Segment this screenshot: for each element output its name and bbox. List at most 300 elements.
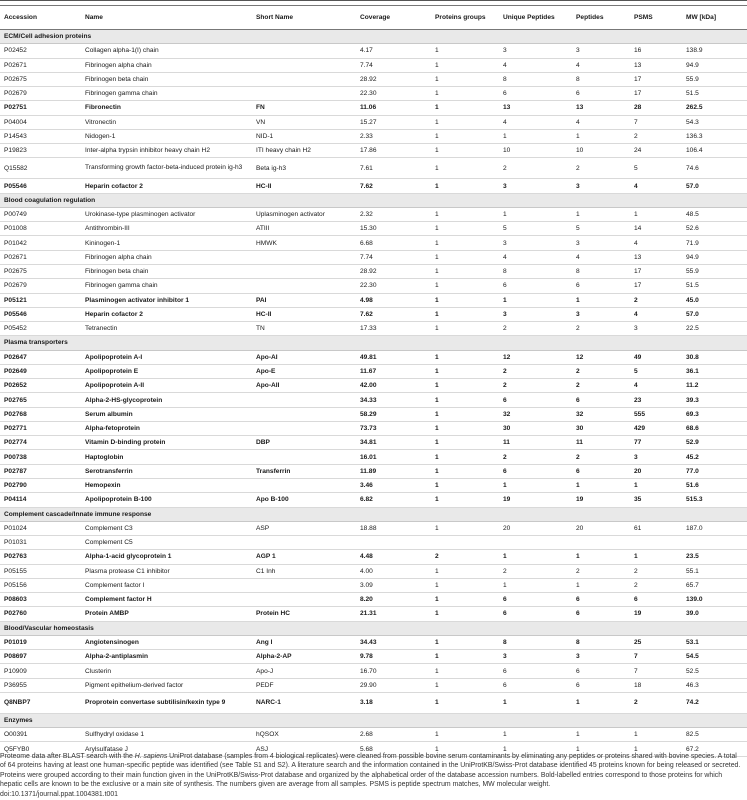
cell-peptides: 6 bbox=[572, 279, 630, 293]
cell-unique-peptides: 1 bbox=[499, 578, 572, 592]
cell-name: Plasminogen activator inhibitor 1 bbox=[81, 293, 252, 307]
cell-name: Clusterin bbox=[81, 664, 252, 678]
table-row bbox=[0, 393, 747, 407]
cell-peptides: 8 bbox=[572, 635, 630, 649]
table-row bbox=[0, 72, 747, 86]
cell-short-name: Transferrin bbox=[252, 464, 356, 478]
cell-accession: P02675 bbox=[0, 264, 81, 278]
top-rule bbox=[0, 0, 747, 1]
cell-name: Urokinase-type plasminogen activator bbox=[81, 207, 252, 221]
cell-coverage: 34.81 bbox=[356, 436, 431, 450]
cell-mw: 51.5 bbox=[682, 87, 747, 101]
table-row bbox=[0, 493, 747, 507]
cell-name: Fibrinogen gamma chain bbox=[81, 279, 252, 293]
cell-name: Protein AMBP bbox=[81, 607, 252, 621]
cell-protein-groups: 1 bbox=[431, 421, 499, 435]
col-header-name: Name bbox=[81, 6, 252, 30]
table-row bbox=[0, 678, 747, 692]
cell-accession: P00738 bbox=[0, 450, 81, 464]
table-row bbox=[0, 564, 747, 578]
cell-name: Collagen alpha-1(I) chain bbox=[81, 44, 252, 58]
cell-peptides: 4 bbox=[572, 250, 630, 264]
table-row bbox=[0, 593, 747, 607]
cell-name: Alpha-2-antiplasmin bbox=[81, 650, 252, 664]
cell-peptides: 12 bbox=[572, 350, 630, 364]
cell-mw: 22.5 bbox=[682, 322, 747, 336]
cell-protein-groups: 1 bbox=[431, 742, 499, 756]
cell-peptides: 8 bbox=[572, 72, 630, 86]
table-row bbox=[0, 207, 747, 221]
cell-accession: P02671 bbox=[0, 250, 81, 264]
footnote-species: H. sapiens bbox=[134, 753, 168, 760]
cell-mw: 52.9 bbox=[682, 436, 747, 450]
cell-name: Tetranectin bbox=[81, 322, 252, 336]
cell-peptides: 19 bbox=[572, 493, 630, 507]
cell-peptides: 1 bbox=[572, 742, 630, 756]
table-row bbox=[0, 144, 747, 158]
cell-protein-groups bbox=[431, 536, 499, 550]
cell-accession: P02679 bbox=[0, 279, 81, 293]
cell-accession: P02647 bbox=[0, 350, 81, 364]
cell-unique-peptides: 4 bbox=[499, 115, 572, 129]
cell-coverage: 11.89 bbox=[356, 464, 431, 478]
cell-short-name: HMWK bbox=[252, 236, 356, 250]
cell-short-name bbox=[252, 593, 356, 607]
cell-coverage: 16.01 bbox=[356, 450, 431, 464]
cell-short-name bbox=[252, 407, 356, 421]
cell-accession: P05121 bbox=[0, 293, 81, 307]
cell-peptides: 4 bbox=[572, 58, 630, 72]
cell-mw: 54.3 bbox=[682, 115, 747, 129]
cell-accession: P01042 bbox=[0, 236, 81, 250]
cell-coverage: 7.62 bbox=[356, 307, 431, 321]
cell-name: Proprotein convertase subtilisin/kexin type 9 bbox=[81, 692, 252, 713]
cell-coverage: 7.61 bbox=[356, 158, 431, 179]
cell-psms: 25 bbox=[630, 635, 682, 649]
cell-name: Angiotensinogen bbox=[81, 635, 252, 649]
cell-psms: 2 bbox=[630, 129, 682, 143]
cell-peptides: 6 bbox=[572, 678, 630, 692]
cell-unique-peptides bbox=[499, 536, 572, 550]
cell-unique-peptides: 1 bbox=[499, 728, 572, 742]
cell-psms: 3 bbox=[630, 322, 682, 336]
cell-psms: 1 bbox=[630, 207, 682, 221]
cell-protein-groups: 1 bbox=[431, 664, 499, 678]
cell-coverage: 28.92 bbox=[356, 72, 431, 86]
cell-mw: 55.9 bbox=[682, 264, 747, 278]
cell-accession: P01008 bbox=[0, 222, 81, 236]
cell-mw: 51.5 bbox=[682, 279, 747, 293]
cell-coverage: 6.68 bbox=[356, 236, 431, 250]
cell-peptides: 30 bbox=[572, 421, 630, 435]
section-title: Plasma transporters bbox=[0, 336, 747, 350]
cell-short-name: Apo-AII bbox=[252, 379, 356, 393]
cell-coverage: 3.09 bbox=[356, 578, 431, 592]
table-row bbox=[0, 350, 747, 364]
table-row bbox=[0, 158, 747, 179]
cell-protein-groups: 1 bbox=[431, 607, 499, 621]
cell-protein-groups: 1 bbox=[431, 87, 499, 101]
cell-accession: P02760 bbox=[0, 607, 81, 621]
cell-name: Heparin cofactor 2 bbox=[81, 179, 252, 193]
cell-psms: 7 bbox=[630, 650, 682, 664]
cell-name: Complement C3 bbox=[81, 521, 252, 535]
cell-psms: 2 bbox=[630, 564, 682, 578]
cell-peptides: 1 bbox=[572, 207, 630, 221]
table-row bbox=[0, 364, 747, 378]
cell-accession: O00391 bbox=[0, 728, 81, 742]
cell-peptides: 32 bbox=[572, 407, 630, 421]
cell-mw: 48.5 bbox=[682, 207, 747, 221]
cell-peptides: 20 bbox=[572, 521, 630, 535]
cell-mw: 45.2 bbox=[682, 450, 747, 464]
cell-unique-peptides: 2 bbox=[499, 158, 572, 179]
cell-short-name: Ang I bbox=[252, 635, 356, 649]
cell-peptides: 6 bbox=[572, 607, 630, 621]
header-row bbox=[0, 6, 747, 30]
footnote-doi: doi:10.1371/journal.ppat.1004381.t001 bbox=[0, 790, 119, 798]
cell-peptides: 3 bbox=[572, 650, 630, 664]
cell-unique-peptides: 1 bbox=[499, 478, 572, 492]
cell-mw: 187.0 bbox=[682, 521, 747, 535]
cell-mw: 39.3 bbox=[682, 393, 747, 407]
cell-protein-groups: 1 bbox=[431, 115, 499, 129]
cell-peptides: 13 bbox=[572, 101, 630, 115]
cell-unique-peptides: 30 bbox=[499, 421, 572, 435]
footnote-text-start: Proteome data after BLAST search with the bbox=[0, 753, 135, 760]
table-row bbox=[0, 379, 747, 393]
cell-peptides: 6 bbox=[572, 593, 630, 607]
cell-mw: 52.6 bbox=[682, 222, 747, 236]
cell-coverage: 29.90 bbox=[356, 678, 431, 692]
cell-protein-groups: 1 bbox=[431, 307, 499, 321]
cell-short-name bbox=[252, 264, 356, 278]
cell-name: Plasma protease C1 inhibitor bbox=[81, 564, 252, 578]
cell-psms: 1 bbox=[630, 742, 682, 756]
cell-protein-groups: 1 bbox=[431, 158, 499, 179]
table-row bbox=[0, 179, 747, 193]
cell-short-name: Apo-J bbox=[252, 664, 356, 678]
table-row bbox=[0, 550, 747, 564]
cell-short-name: Apo B-100 bbox=[252, 493, 356, 507]
cell-coverage: 8.20 bbox=[356, 593, 431, 607]
cell-protein-groups: 1 bbox=[431, 728, 499, 742]
cell-short-name bbox=[252, 536, 356, 550]
cell-mw: 39.0 bbox=[682, 607, 747, 621]
cell-unique-peptides: 11 bbox=[499, 436, 572, 450]
cell-accession: P05546 bbox=[0, 179, 81, 193]
cell-peptides: 11 bbox=[572, 436, 630, 450]
cell-mw bbox=[682, 536, 747, 550]
cell-protein-groups: 1 bbox=[431, 678, 499, 692]
cell-mw: 57.0 bbox=[682, 179, 747, 193]
cell-peptides: 1 bbox=[572, 129, 630, 143]
cell-short-name: HC-II bbox=[252, 179, 356, 193]
cell-unique-peptides: 3 bbox=[499, 236, 572, 250]
section-header-row bbox=[0, 621, 747, 635]
cell-peptides: 2 bbox=[572, 450, 630, 464]
cell-psms: 28 bbox=[630, 101, 682, 115]
cell-mw: 65.7 bbox=[682, 578, 747, 592]
section-header-row bbox=[0, 336, 747, 350]
cell-psms: 555 bbox=[630, 407, 682, 421]
cell-coverage: 11.67 bbox=[356, 364, 431, 378]
cell-unique-peptides: 6 bbox=[499, 607, 572, 621]
cell-protein-groups: 1 bbox=[431, 436, 499, 450]
cell-name: Vitamin D-binding protein bbox=[81, 436, 252, 450]
cell-accession: Q8NBP7 bbox=[0, 692, 81, 713]
cell-peptides: 6 bbox=[572, 87, 630, 101]
cell-psms: 1 bbox=[630, 550, 682, 564]
cell-psms: 19 bbox=[630, 607, 682, 621]
cell-name: Apolipoprotein E bbox=[81, 364, 252, 378]
cell-psms: 5 bbox=[630, 158, 682, 179]
cell-unique-peptides: 1 bbox=[499, 129, 572, 143]
cell-peptides: 2 bbox=[572, 364, 630, 378]
cell-peptides: 2 bbox=[572, 158, 630, 179]
cell-name: Haptoglobin bbox=[81, 450, 252, 464]
cell-name: Fibronectin bbox=[81, 101, 252, 115]
cell-short-name: C1 Inh bbox=[252, 564, 356, 578]
cell-short-name bbox=[252, 72, 356, 86]
cell-coverage bbox=[356, 536, 431, 550]
col-header-accession: Accession bbox=[0, 6, 81, 30]
cell-psms: 429 bbox=[630, 421, 682, 435]
cell-name: Apolipoprotein A-I bbox=[81, 350, 252, 364]
cell-psms: 6 bbox=[630, 593, 682, 607]
cell-coverage: 7.74 bbox=[356, 58, 431, 72]
cell-short-name: ASP bbox=[252, 521, 356, 535]
cell-protein-groups: 2 bbox=[431, 550, 499, 564]
cell-short-name: Beta ig-h3 bbox=[252, 158, 356, 179]
cell-name: Inter-alpha trypsin inhibitor heavy chain H2 bbox=[81, 144, 252, 158]
cell-name: Sulfhydryl oxidase 1 bbox=[81, 728, 252, 742]
cell-psms: 13 bbox=[630, 250, 682, 264]
cell-mw: 262.5 bbox=[682, 101, 747, 115]
cell-coverage: 7.62 bbox=[356, 179, 431, 193]
cell-psms: 23 bbox=[630, 393, 682, 407]
cell-accession: P19823 bbox=[0, 144, 81, 158]
cell-accession: P36955 bbox=[0, 678, 81, 692]
cell-mw: 77.0 bbox=[682, 464, 747, 478]
cell-psms: 3 bbox=[630, 450, 682, 464]
cell-coverage: 73.73 bbox=[356, 421, 431, 435]
cell-accession: P02679 bbox=[0, 87, 81, 101]
cell-short-name: ITI heavy chain H2 bbox=[252, 144, 356, 158]
cell-peptides: 3 bbox=[572, 44, 630, 58]
cell-accession: P02790 bbox=[0, 478, 81, 492]
cell-name: Transforming growth factor-beta-induced protein ig-h3 bbox=[81, 158, 252, 179]
cell-mw: 51.6 bbox=[682, 478, 747, 492]
cell-protein-groups: 1 bbox=[431, 279, 499, 293]
cell-accession: P02675 bbox=[0, 72, 81, 86]
cell-protein-groups: 1 bbox=[431, 222, 499, 236]
cell-accession: P04114 bbox=[0, 493, 81, 507]
col-header-coverage: Coverage bbox=[356, 6, 431, 30]
cell-peptides: 2 bbox=[572, 322, 630, 336]
cell-unique-peptides: 13 bbox=[499, 101, 572, 115]
table-row bbox=[0, 44, 747, 58]
cell-unique-peptides: 1 bbox=[499, 207, 572, 221]
table-row bbox=[0, 536, 747, 550]
cell-coverage: 2.32 bbox=[356, 207, 431, 221]
cell-peptides: 5 bbox=[572, 222, 630, 236]
cell-name: Hemopexin bbox=[81, 478, 252, 492]
cell-short-name bbox=[252, 279, 356, 293]
cell-short-name bbox=[252, 58, 356, 72]
table-row bbox=[0, 407, 747, 421]
cell-short-name bbox=[252, 393, 356, 407]
cell-unique-peptides: 1 bbox=[499, 550, 572, 564]
cell-protein-groups: 1 bbox=[431, 692, 499, 713]
table-row bbox=[0, 478, 747, 492]
cell-psms: 2 bbox=[630, 692, 682, 713]
table-row bbox=[0, 279, 747, 293]
cell-mw: 52.5 bbox=[682, 664, 747, 678]
cell-accession: P05546 bbox=[0, 307, 81, 321]
table-row bbox=[0, 115, 747, 129]
section-title: Blood/Vascular homeostasis bbox=[0, 621, 747, 635]
cell-short-name: Apo-AI bbox=[252, 350, 356, 364]
cell-mw: 136.3 bbox=[682, 129, 747, 143]
cell-short-name: ATIII bbox=[252, 222, 356, 236]
cell-unique-peptides: 4 bbox=[499, 250, 572, 264]
cell-coverage: 22.30 bbox=[356, 87, 431, 101]
section-title: ECM/Cell adhesion proteins bbox=[0, 30, 747, 44]
cell-protein-groups: 1 bbox=[431, 493, 499, 507]
cell-short-name: ASJ bbox=[252, 742, 356, 756]
cell-peptides: 1 bbox=[572, 478, 630, 492]
col-header-protein-groups: Proteins groups bbox=[431, 6, 499, 30]
cell-coverage: 4.17 bbox=[356, 44, 431, 58]
cell-unique-peptides: 3 bbox=[499, 307, 572, 321]
cell-coverage: 42.00 bbox=[356, 379, 431, 393]
cell-coverage: 7.74 bbox=[356, 250, 431, 264]
cell-accession: P02652 bbox=[0, 379, 81, 393]
table-row bbox=[0, 129, 747, 143]
cell-protein-groups: 1 bbox=[431, 144, 499, 158]
cell-psms: 17 bbox=[630, 87, 682, 101]
table-row bbox=[0, 607, 747, 621]
cell-unique-peptides: 19 bbox=[499, 493, 572, 507]
cell-coverage: 6.82 bbox=[356, 493, 431, 507]
section-header-row bbox=[0, 507, 747, 521]
cell-coverage: 4.00 bbox=[356, 564, 431, 578]
cell-short-name: AGP 1 bbox=[252, 550, 356, 564]
table-row bbox=[0, 222, 747, 236]
cell-mw: 94.9 bbox=[682, 250, 747, 264]
table-row bbox=[0, 58, 747, 72]
cell-unique-peptides: 2 bbox=[499, 364, 572, 378]
cell-protein-groups: 1 bbox=[431, 379, 499, 393]
cell-coverage: 9.78 bbox=[356, 650, 431, 664]
cell-name: Antithrombin-III bbox=[81, 222, 252, 236]
footnote-text-rest: UniProt database (samples from 4 biological replicates) were cleaned from possible bovine serum contaminants by eliminating any peptides or proteins shared with bovine species. A total of 64 proteins having at least one human-specific peptide was identified (see Table S1 and S2). A literature search and the information contained in the UniProtKB/Swiss-Prot database identified 45 proteins known for being released or secreted. Proteins were grouped according to their main function given in the UniProtKB/Swiss-Prot database and organized by the alphabetical order of the database accession numbers. Bold-labelled entries correspond to those proteins for which hepatic cells are known to be the exclusive or a main site of synthesis. The numbers given are average from all samples. PSMS is peptide spectrum matches, MW molecular weight. bbox=[0, 753, 741, 789]
cell-protein-groups: 1 bbox=[431, 44, 499, 58]
col-header-peptides: Peptides bbox=[572, 6, 630, 30]
cell-short-name bbox=[252, 44, 356, 58]
cell-short-name bbox=[252, 250, 356, 264]
cell-protein-groups: 1 bbox=[431, 578, 499, 592]
table-row bbox=[0, 307, 747, 321]
cell-psms: 7 bbox=[630, 664, 682, 678]
cell-short-name: HC-II bbox=[252, 307, 356, 321]
cell-accession: P02751 bbox=[0, 101, 81, 115]
cell-unique-peptides: 6 bbox=[499, 678, 572, 692]
cell-unique-peptides: 2 bbox=[499, 322, 572, 336]
cell-unique-peptides: 8 bbox=[499, 264, 572, 278]
cell-mw: 53.1 bbox=[682, 635, 747, 649]
cell-name: Fibrinogen beta chain bbox=[81, 72, 252, 86]
cell-accession: P02787 bbox=[0, 464, 81, 478]
cell-accession: P02768 bbox=[0, 407, 81, 421]
cell-psms: 17 bbox=[630, 72, 682, 86]
cell-unique-peptides: 6 bbox=[499, 87, 572, 101]
cell-short-name: Uplasminogen activator bbox=[252, 207, 356, 221]
cell-name: Kininogen-1 bbox=[81, 236, 252, 250]
cell-unique-peptides: 1 bbox=[499, 692, 572, 713]
cell-unique-peptides: 6 bbox=[499, 593, 572, 607]
cell-short-name bbox=[252, 421, 356, 435]
cell-name: Vitronectin bbox=[81, 115, 252, 129]
cell-peptides bbox=[572, 536, 630, 550]
table-row bbox=[0, 293, 747, 307]
cell-name: Complement factor I bbox=[81, 578, 252, 592]
cell-accession: P14543 bbox=[0, 129, 81, 143]
section-header-row bbox=[0, 713, 747, 727]
table-row bbox=[0, 464, 747, 478]
cell-name: Nidogen-1 bbox=[81, 129, 252, 143]
cell-peptides: 8 bbox=[572, 264, 630, 278]
cell-mw: 94.9 bbox=[682, 58, 747, 72]
cell-unique-peptides: 6 bbox=[499, 279, 572, 293]
cell-psms: 7 bbox=[630, 115, 682, 129]
cell-coverage: 4.48 bbox=[356, 550, 431, 564]
cell-peptides: 6 bbox=[572, 664, 630, 678]
cell-coverage: 3.18 bbox=[356, 692, 431, 713]
cell-unique-peptides: 32 bbox=[499, 407, 572, 421]
cell-unique-peptides: 1 bbox=[499, 742, 572, 756]
table-row bbox=[0, 250, 747, 264]
cell-accession: Q5FYB0 bbox=[0, 742, 81, 756]
cell-accession: Q15582 bbox=[0, 158, 81, 179]
cell-short-name: FN bbox=[252, 101, 356, 115]
table-row bbox=[0, 421, 747, 435]
cell-peptides: 2 bbox=[572, 564, 630, 578]
cell-accession: P02452 bbox=[0, 44, 81, 58]
cell-psms: 4 bbox=[630, 379, 682, 393]
cell-short-name: Apo-E bbox=[252, 364, 356, 378]
cell-coverage: 4.98 bbox=[356, 293, 431, 307]
cell-short-name: hQSOX bbox=[252, 728, 356, 742]
cell-mw: 71.9 bbox=[682, 236, 747, 250]
cell-coverage: 49.81 bbox=[356, 350, 431, 364]
cell-name: Serum albumin bbox=[81, 407, 252, 421]
cell-mw: 36.1 bbox=[682, 364, 747, 378]
cell-mw: 68.6 bbox=[682, 421, 747, 435]
cell-accession: P01019 bbox=[0, 635, 81, 649]
cell-psms: 16 bbox=[630, 44, 682, 58]
cell-unique-peptides: 2 bbox=[499, 379, 572, 393]
cell-accession: P05156 bbox=[0, 578, 81, 592]
cell-mw: 46.3 bbox=[682, 678, 747, 692]
cell-protein-groups: 1 bbox=[431, 593, 499, 607]
cell-accession: P08603 bbox=[0, 593, 81, 607]
cell-peptides: 6 bbox=[572, 393, 630, 407]
table-row bbox=[0, 692, 747, 713]
cell-name: Serotransferrin bbox=[81, 464, 252, 478]
cell-peptides: 3 bbox=[572, 236, 630, 250]
